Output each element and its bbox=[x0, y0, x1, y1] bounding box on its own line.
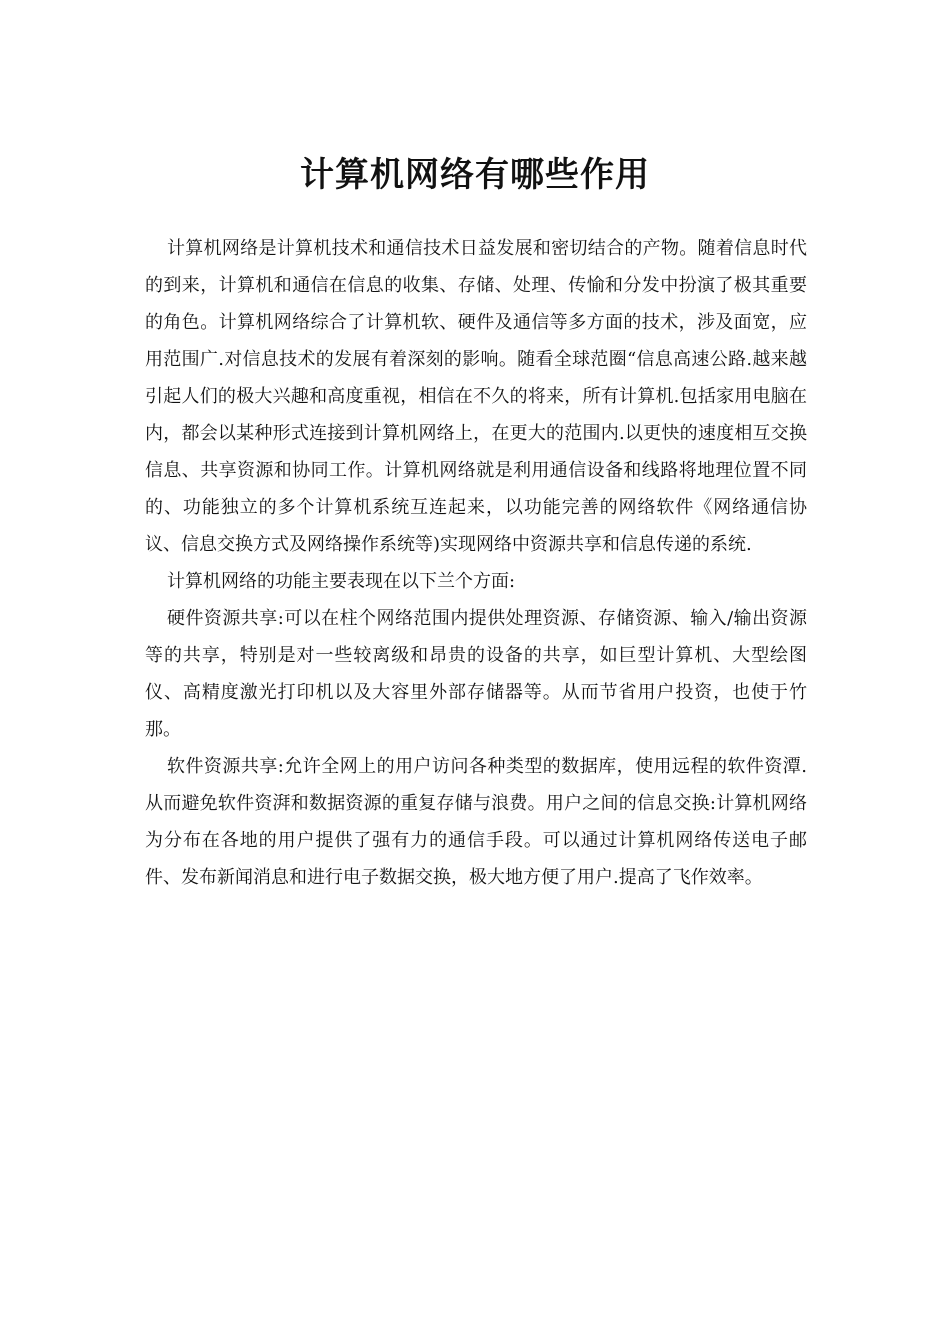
paragraph-hardware-sharing: 硬件资源共享:可以在柱个网络范围内提供处理资源、存储资源、输入/输出资源等的共享，特别是对一些较离级和昂贵的设备的共享，如巨型计算机、大型绘图仪、高精度激光打印机以及大容里外部存储器等。从而节省用户投资，也使于竹那。 bbox=[145, 608, 807, 740]
paragraph-functions-heading: 计算机网络的功能主要表现在以下兰个方面: bbox=[167, 571, 516, 592]
document-body bbox=[145, 230, 807, 896]
paragraph-software-sharing: 软件资源共享:允许全网上的用户访问各种类型的数据库，使用远程的软件资潭.从而避免软件资湃和数据资源的重复存储与浪费。用户之间的信息交换:计算机网络为分布在各地的用户提供了强有力的通信手段。可以通过计算机网络传送电子邮件、发布新闻消息和进行电子数据交换，极大地方便了用户.提高了飞作效率。 bbox=[145, 756, 807, 888]
paragraph-intro: 计算机网络是计算机技术和通信技术日益发展和密切结合的产物。随着信息时代的到来，计算机和通信在信息的收集、存储、处理、传愉和分发中扮演了极其重要的角色。计算机网络综合了计算机软、硬件及通信等多方面的技术，涉及面宽，应用范围广.对信息技术的发展有着深刻的影响。随看全球范圈“信息高速公路.越来越引起人们的极大兴趣和高度重视，相信在不久的将来，所有计算机.包括家用电脑在内，都会以某种形式连接到计算机网络上，在更大的范围内.以更快的速度相互交换信息、共享资源和协同工作。计算机网络就是利用通信设备和线路将地理位置不同的、功能独立的多个计算机系统互连起来，以功能完善的网络软件《网络通信协议、信息交换方式及网络操作系统等)实现网络中资源共享和信息传递的系统. bbox=[145, 238, 807, 555]
document-title: 计算机网络有哪些作用 bbox=[300, 155, 650, 195]
